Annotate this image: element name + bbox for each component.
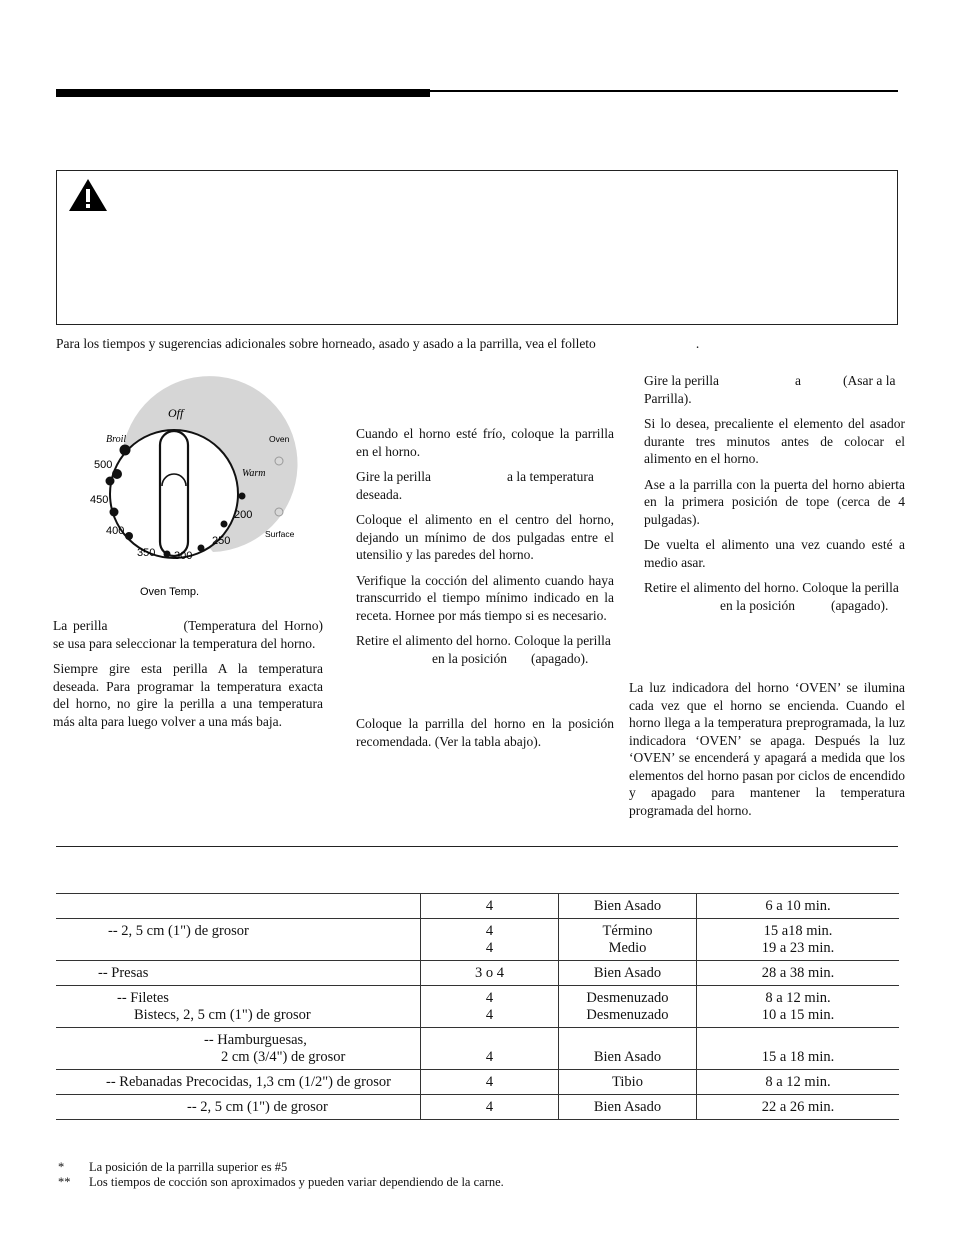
dial-temp-250: 250 [212,535,231,547]
food-line: -- Filetes [117,990,169,1006]
table-row [56,919,899,961]
col3-paragraph-2: Si lo desea, precaliente el elemento del asador durante tres minutos antes de colocar el alimento en el horno. [644,416,905,466]
oven-temp-description [53,617,323,730]
broiling-steps [644,372,905,614]
time-value: 28 a 38 min. [761,965,835,981]
surface-light-label: Surface [265,529,295,539]
doneness-value: Bien Asado [593,1049,662,1065]
table-row [56,961,899,986]
dial-temp-200: 200 [234,509,253,521]
oven-light-label: Oven [269,434,290,444]
food-cell [56,986,421,1028]
position-value: 4 [485,990,494,1006]
col2-p5-a: Retire el alimento del horno. Coloque la perilla [356,633,611,648]
position-value: 4 [485,1007,494,1023]
col3-paragraph-1 [644,372,905,407]
position-cell [421,1070,559,1095]
food-line: -- Presas [98,965,149,981]
doneness-value: Tibio [612,1074,643,1090]
col1-p1-a: La perilla [53,618,108,633]
col3-p1-d: Parrilla). [644,390,692,406]
doneness-cell [559,1070,697,1095]
dial-temp-400: 400 [106,525,125,537]
dial-temp-500: 500 [94,459,113,471]
time-cell [697,986,900,1028]
food-line: -- Hamburguesas, [204,1032,307,1048]
food-cell [56,919,421,961]
col1-paragraph-2: Siempre gire esta perilla A la temperatura deseada. Para programar la temperatura exacta del horno, no gire la perilla a una temperatura más alta para luego volver a una más baja. [53,661,323,729]
food-cell [56,1070,421,1095]
position-cell [421,986,559,1028]
time-value: 8 a 12 min. [765,990,831,1006]
oven-light-description [629,679,905,819]
col3-paragraph-6: La luz indicadora del horno ‘OVEN’ se ilumina cada vez que el horno se encienda. Cuando el horno llega a la temperatura preprogramada, la luz indicadora ‘OVEN’ se apaga. Después la luz ‘OVEN’ se encenderá y apagará a medida que los elementos del horno pasan por ciclos de encendido y apagado para mantener la temperatura programada del horno. [629,680,905,818]
table-row [56,1028,899,1070]
position-value: 4 [485,1074,494,1090]
col2-p2-c: deseada. [356,486,403,502]
dial-mark-200 [221,521,228,528]
food-cell [56,1028,421,1070]
col3-p5-a: Retire el alimento del horno. Coloque la perilla [644,580,899,595]
food-line: Bistecs, 2, 5 cm (1") de grosor [134,1007,311,1023]
food-line: -- 2, 5 cm (1") de grosor [108,923,249,939]
col2-paragraph-6: Coloque la parrilla del horno en la posición recomendada. (Ver la tabla abajo). [356,716,614,749]
time-value: 15 a 18 min. [761,1049,835,1065]
col2-paragraph-2 [356,468,614,503]
col3-paragraph-3: Ase a la parrilla con la puerta del horno abierta en la primera posición de tope (cerca de 4 pulgadas). [644,476,905,527]
doneness-cell [559,1095,697,1120]
dial-mark-250 [198,545,205,552]
col1-paragraph-1 [53,617,323,652]
col3-paragraph-4: De vuelta el alimento una vez cuando esté a medio asar. [644,537,905,570]
doneness-cell [559,961,697,986]
baking-steps [356,425,614,750]
col2-paragraph-1: Cuando el horno esté frío, coloque la parrilla en el horno. [356,426,614,459]
position-cell [421,1028,559,1070]
col3-p5-c: (apagado). [830,597,889,613]
time-value: 6 a 10 min. [765,898,831,914]
footnote-text: Los tiempos de cocción son aproximados y pueden variar dependiendo de la carne. [89,1175,504,1189]
col2-p2-b: a la temperatura [506,469,594,484]
intro-end: . [695,336,700,351]
footnote-text: La posición de la parrilla superior es #5 [89,1160,288,1174]
header-rule-thick [56,89,430,97]
footnote-mark: * [58,1160,65,1174]
position-value: 4 [485,1049,494,1065]
dial-temp-350: 350 [137,547,156,559]
intro-text: Para los tiempos y sugerencias adicionales sobre horneado, asado y asado a la parrilla, vea el folleto [56,336,596,351]
food-line: 2 cm (3/4") de grosor [221,1049,346,1065]
dial-off-label: Off [168,406,184,420]
time-value [697,1032,899,1049]
oven-indicator-light [275,457,283,465]
intro-line [56,336,699,352]
dial-mark-broil [120,445,131,456]
doneness-value: Término [602,923,653,939]
food-cell [56,1095,421,1120]
time-value: 15 a18 min. [763,923,833,939]
col2-paragraph-3: Coloque el alimento en el centro del horno, dejando un mínimo de dos pulgadas entre el utensilio y las paredes del horno. [356,512,614,562]
time-value: 19 a 23 min. [761,940,835,956]
position-cell [421,1095,559,1120]
position-value: 4 [485,923,494,939]
doneness-value: Desmenuzado [586,990,669,1006]
dial-mark-300 [164,551,171,558]
time-value: 10 a 15 min. [761,1007,835,1023]
time-cell [697,894,900,919]
table-row [56,986,899,1028]
doneness-cell [559,986,697,1028]
time-value: 8 a 12 min. [765,1074,831,1090]
food-line: -- 2, 5 cm (1") de grosor [187,1099,328,1115]
position-value: 3 o 4 [475,965,504,981]
footnote-mark: ** [58,1175,71,1189]
col1-p1-b: (Temperatura del Horno) [183,618,323,633]
position-value: 4 [485,940,494,956]
position-cell [421,961,559,986]
time-cell [697,1028,900,1070]
table-row [56,894,899,919]
dial-warm-label: Warm [242,468,266,479]
dial-mark-warm [239,493,246,500]
doneness-value: Desmenuzado [586,1007,669,1023]
doneness-cell [559,919,697,961]
time-cell [697,961,900,986]
footnote-1 [58,1160,287,1175]
position-cell [421,919,559,961]
position-value: 4 [485,1099,494,1115]
doneness-value: Bien Asado [593,898,662,914]
food-cell [56,894,421,919]
dial-temp-450: 450 [90,494,109,506]
table-row [56,1070,899,1095]
col3-p5-b: en la posición [720,597,795,613]
doneness-value: Bien Asado [593,1099,662,1115]
food-cell [56,961,421,986]
position-cell [421,894,559,919]
warning-icon [67,177,109,213]
dial-knob-grip[interactable] [160,431,188,556]
food-line: -- Rebanadas Precocidas, 1,3 cm (1/2") de grosor [106,1074,391,1090]
header-rule-thin [430,90,898,92]
warning-box [56,170,898,325]
dial-broil-label: Broil [106,434,127,445]
time-cell [697,919,900,961]
dial-mark-400 [110,508,119,517]
time-value: 22 a 26 min. [761,1099,835,1115]
dial-mark-450 [106,477,115,486]
dial-temp-300: 300 [174,550,193,562]
doneness-cell [559,1028,697,1070]
position-value: 4 [485,898,494,914]
section-rule [56,846,898,847]
col2-paragraph-4: Verifique la cocción del alimento cuando haya transcurrido el tiempo mínimo indicado en la receta. Hornee por más tiempo si es necesario. [356,572,614,623]
doneness-value [559,1032,696,1049]
surface-indicator-light [275,508,283,516]
col3-p1-a: Gire la perilla [644,373,719,388]
time-cell [697,1070,900,1095]
footnote-2 [58,1175,504,1190]
oven-temp-dial [90,400,326,610]
time-cell [697,1095,900,1120]
doneness-cell [559,894,697,919]
col2-p5-b: en la posición [432,650,507,666]
doneness-value: Medio [608,940,647,956]
broiling-table [56,893,899,1120]
dial-mark-500 [112,469,122,479]
col2-p5-c: (apagado). [530,650,589,666]
position-value [421,1032,558,1049]
dial-caption: Oven Temp. [140,586,200,598]
col3-paragraph-5 [644,579,905,614]
dial-mark-350 [125,532,133,540]
col1-p1-c: se usa para seleccionar la temperatura del horno. [53,635,316,651]
table-row [56,1095,899,1120]
doneness-value: Bien Asado [593,965,662,981]
col2-p2-a: Gire la perilla [356,469,431,484]
col3-p1-c: (Asar a la [842,373,896,388]
col2-paragraph-5 [356,632,614,667]
col3-p1-b: a [794,373,801,388]
